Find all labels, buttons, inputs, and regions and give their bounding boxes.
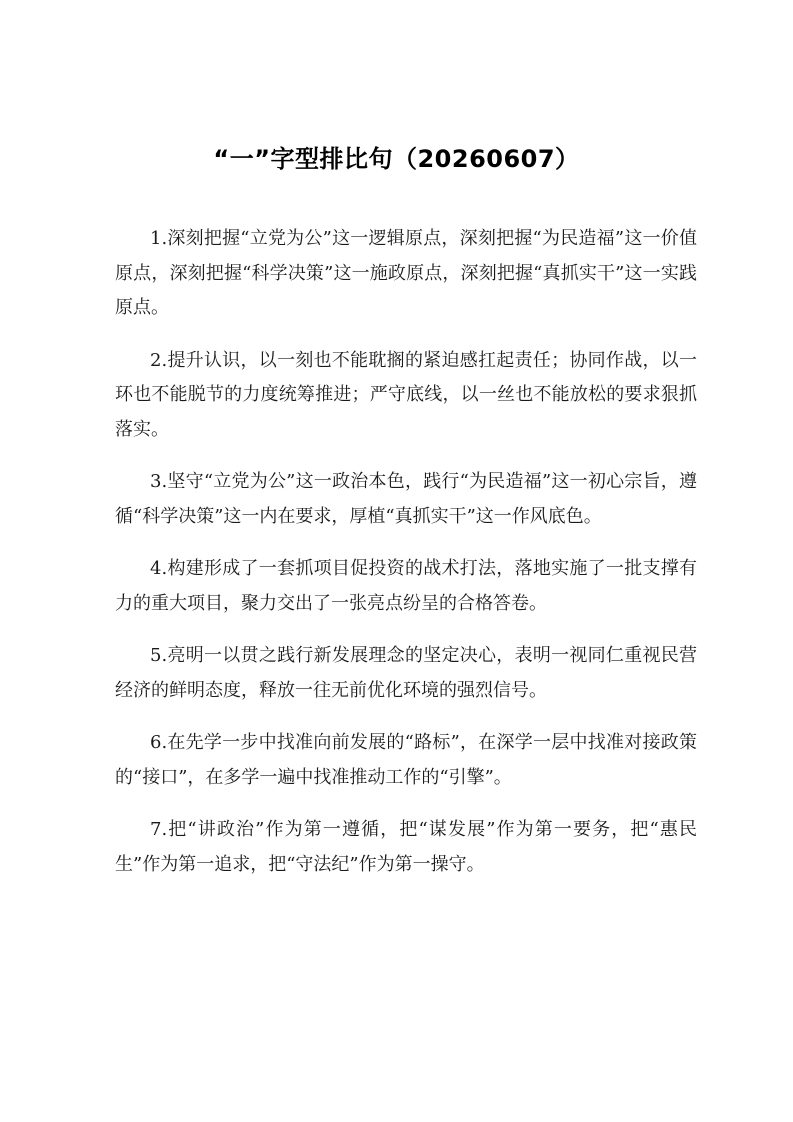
paragraph-2: 2.提升认识，以一刻也不能耽搁的紧迫感扛起责任；协同作战，以一环也不能脱节的力度统筹推进；严守底线，以一丝也不能放松的要求狠抓落实。 [115, 349, 697, 440]
paragraph-6: 6.在先学一步中找准向前发展的“路标”，在深学一层中找准对接政策的“接口”，在多学一遍中找准推动工作的“引擎”。 [115, 732, 697, 788]
paragraph-7: 7.把“讲政治”作为第一遵循，把“谋发展”作为第一要务，把“惠民生”作为第一追求，把“守法纪”作为第一操守。 [115, 819, 697, 875]
paragraph-1: 1.深刻把握“立党为公”这一逻辑原点，深刻把握“为民造福”这一价值原点，深刻把握“科学决策”这一施政原点，深刻把握“真抓实干”这一实践原点。 [115, 228, 697, 318]
document-body [115, 222, 697, 900]
paragraph-4: 4.构建形成了一套抓项目促投资的战术打法，落地实施了一批支撑有力的重大项目，聚力交出了一张亮点纷呈的合格答卷。 [115, 558, 697, 614]
paragraph-3: 3.坚守“立党为公”这一政治本色，践行“为民造福”这一初心宗旨，遵循“科学决策”这一内在要求，厚植“真抓实干”这一作风底色。 [115, 471, 697, 527]
document-title: “一”字型排比句（20260607） [213, 145, 580, 173]
paragraph-5: 5.亮明一以贯之践行新发展理念的坚定决心，表明一视同仁重视民营经济的鲜明态度，释放一往无前优化环境的强烈信号。 [115, 645, 697, 701]
